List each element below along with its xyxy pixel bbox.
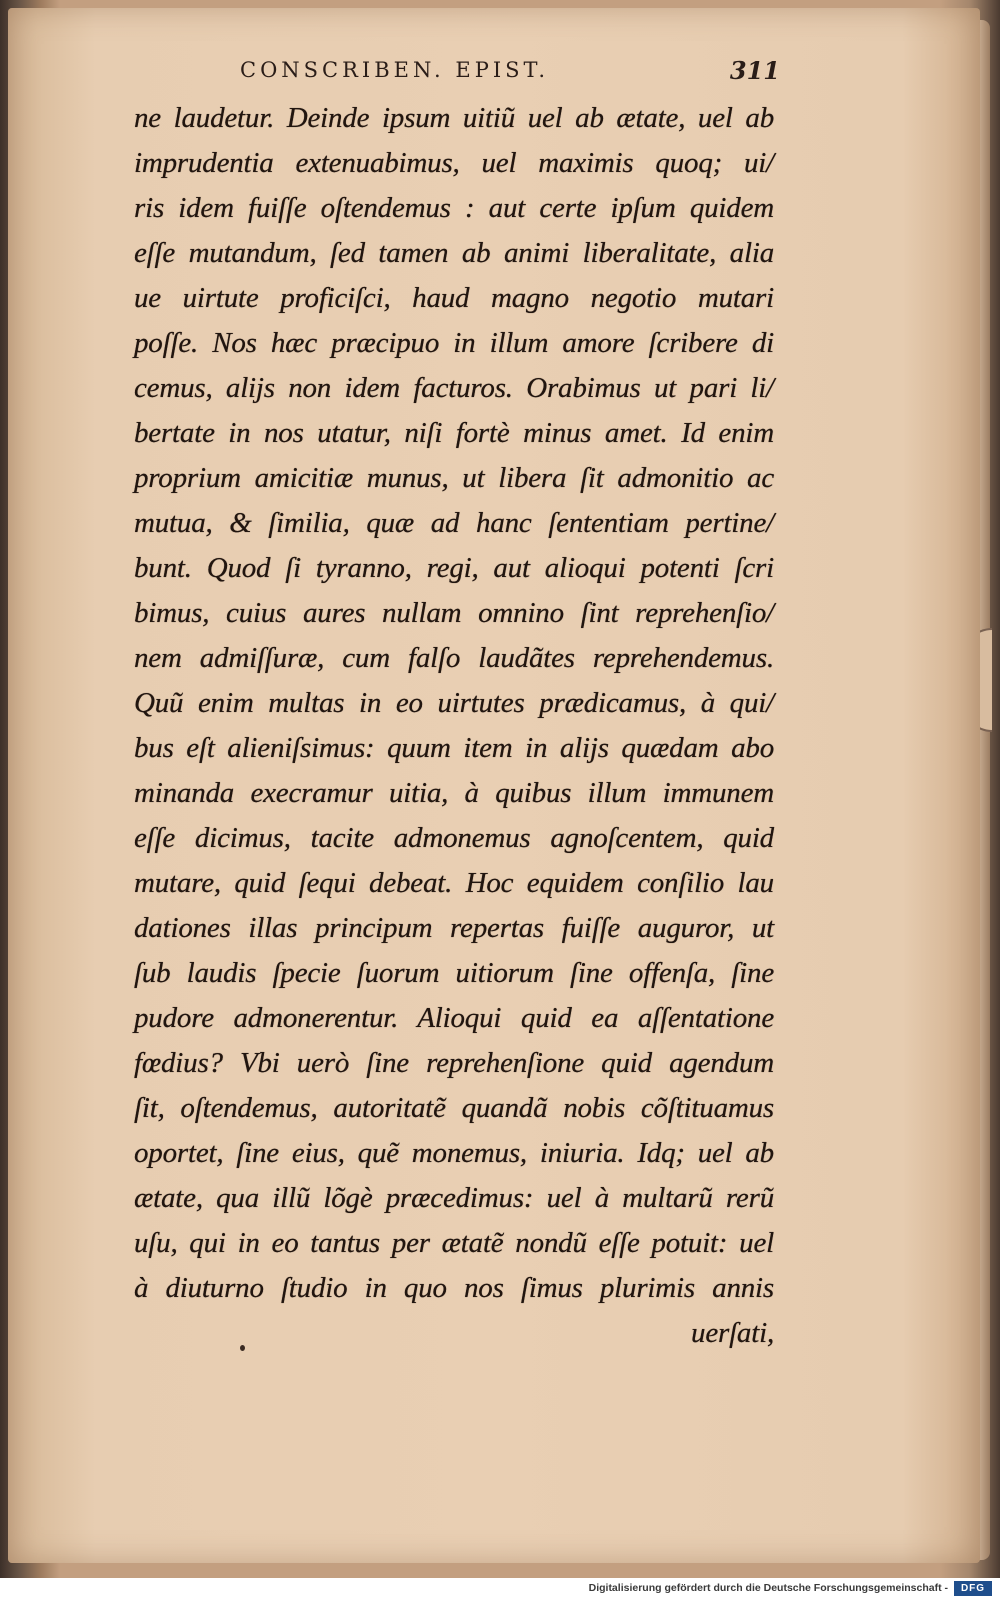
text-line: bus eſt alieniſsimus: quum item in alijs quædam abo	[134, 732, 774, 764]
text-line: eſſe mutandum, ſed tamen ab animi liberalitate, alia	[134, 237, 774, 269]
text-line: ſit, oſtendemus, autoritatẽ quandã nobis cõſtituamus	[134, 1092, 774, 1124]
text-line: cemus, alijs non idem facturos. Orabimus ut pari li/	[134, 372, 774, 404]
text-line: Quũ enim multas in eo uirtutes prædicamus, à qui/	[134, 687, 774, 719]
text-line: dationes illas principum repertas fuiſſe auguror, ut	[134, 912, 774, 944]
running-title: CONSCRIBEN. EPIST.	[240, 58, 550, 82]
text-line: ne laudetur. Deinde ipsum uitiũ uel ab ætate, uel ab	[134, 102, 774, 134]
digitization-footer	[0, 1578, 1000, 1600]
text-line: imprudentia extenuabimus, uel maximis quoq; ui/	[134, 147, 774, 179]
text-line: nem admiſſuræ, cum falſo laudãtes reprehendemus.	[134, 642, 774, 674]
text-line: minanda execramur uitia, à quibus illum immunem	[134, 777, 774, 809]
text-line: poſſe. Nos hæc præcipuo in illum amore ſcribere di	[134, 327, 774, 359]
text-line: ſub laudis ſpecie ſuorum uitiorum ſine offenſa, ſine	[134, 957, 774, 989]
text-line: à diuturno ſtudio in quo nos ſimus plurimis annis	[134, 1272, 774, 1304]
text-line: mutua, & ſimilia, quæ ad hanc ſententiam pertine/	[134, 507, 774, 539]
body-text	[134, 96, 774, 1356]
text-line: bunt. Quod ſi tyranno, regi, aut alioqui potenti ſcri	[134, 552, 774, 584]
text-line: ue uirtute proficiſci, haud magno negotio mutari	[134, 282, 774, 314]
dfg-logo: DFG	[954, 1581, 992, 1596]
text-line: ris idem fuiſſe oſtendemus : aut certe ipſum quidem	[134, 192, 774, 224]
text-line: mutare, quid ſequi debeat. Hoc equidem conſilio lau	[134, 867, 774, 899]
funding-credit: Digitalisierung gefördert durch die Deutsche Forschungsgemeinschaft -	[588, 1582, 948, 1594]
catchword: uerſati,	[691, 1317, 774, 1349]
text-line: uſu, qui in eo tantus per ætatẽ nondũ eſſe potuit: uel	[134, 1227, 774, 1259]
text-line: bimus, cuius aures nullam omnino ſint reprehenſio/	[134, 597, 774, 629]
page-number: 311	[729, 56, 780, 85]
running-head	[240, 58, 780, 88]
text-line: ætate, qua illũ lõgè præcedimus: uel à multarũ rerũ	[134, 1182, 774, 1214]
text-line: pudore admonerentur. Alioqui quid ea aſſentatione	[134, 1002, 774, 1034]
text-line: proprium amicitiæ munus, ut libera ſit admonitio ac	[134, 462, 774, 494]
text-line: eſſe dicimus, tacite admonemus agnoſcentem, quid	[134, 822, 774, 854]
text-line: fœdius? Vbi uerò ſine reprehenſione quid agendum	[134, 1047, 774, 1079]
text-line: oportet, ſine eius, quẽ monemus, iniuria. Idq; uel ab	[134, 1137, 774, 1169]
ink-speck	[240, 1345, 245, 1351]
text-line: bertate in nos utatur, niſi fortè minus amet. Id enim	[134, 417, 774, 449]
